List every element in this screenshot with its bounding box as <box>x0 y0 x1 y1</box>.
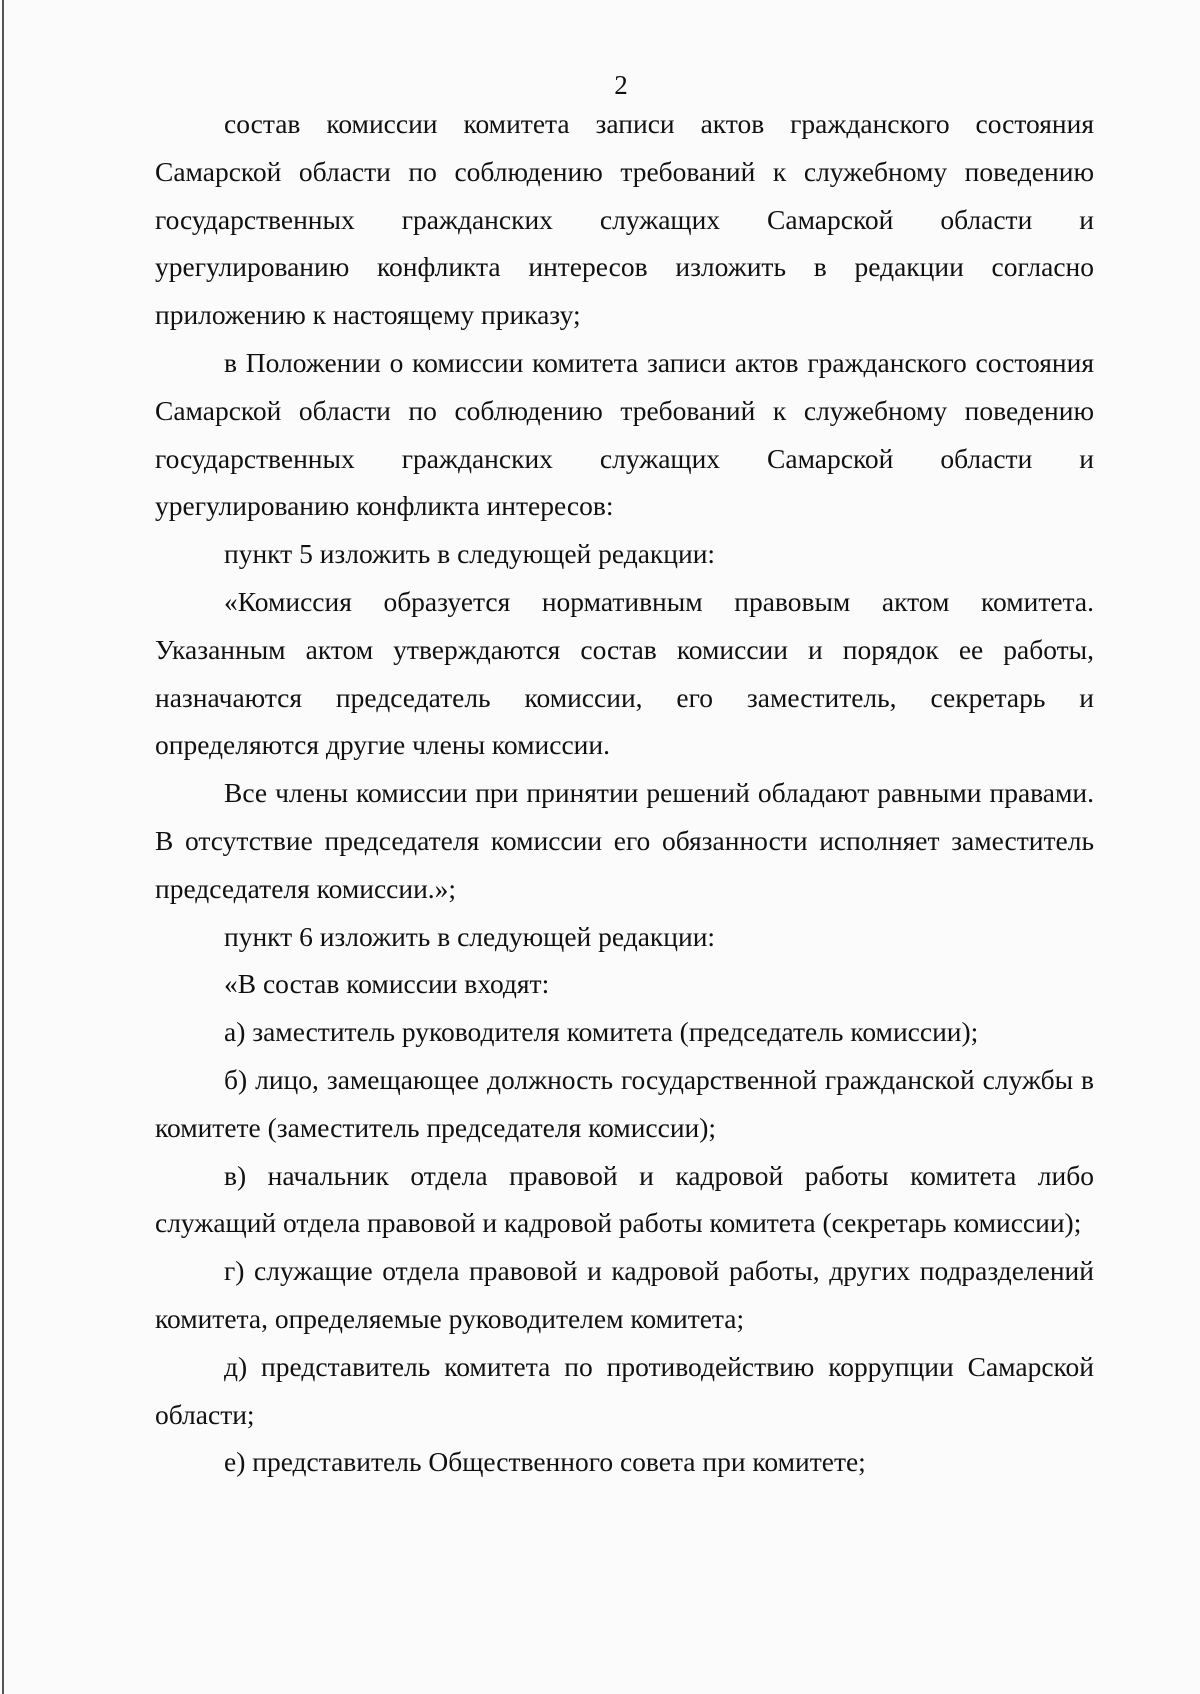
list-item-e: е) представитель Общественного совета при комитете; <box>224 1446 866 1478</box>
list-item-b: б) лицо, замещающее должность государственной гражданской службы в комитете (заместитель председателя комиссии); <box>155 1063 1094 1143</box>
paragraph-regulation-intro: в Положении о комиссии комитета записи актов гражданского состояния Самарской области по соблюдению требований к служебному поведению государственных гражданских служащих Самарской области и урегулированию конфликта интересов: <box>155 346 1094 522</box>
paragraph-members-intro: «В состав комиссии входят: <box>224 968 550 1000</box>
page-number: 2 <box>614 70 628 100</box>
paragraph-point5-header: пункт 5 изложить в следующей редакции: <box>224 538 716 570</box>
list-item-g: г) служащие отдела правовой и кадровой работы, других подразделений комитета, определяемые руководителем комитета; <box>155 1255 1094 1334</box>
list-item-v: в) начальник отдела правовой и кадровой работы комитета либо служащий отдела правовой и кадровой работы комитета (секретарь комиссии); <box>155 1159 1094 1239</box>
scan-edge-line <box>2 0 4 1694</box>
list-item-d: д) представитель комитета по противодействию коррупции Самарской области; <box>155 1350 1094 1430</box>
paragraph-point6-header: пункт 6 изложить в следующей редакции: <box>224 920 716 952</box>
paragraph-point5-text: «Комиссия образуется нормативным правовым актом комитета. Указанным актом утверждаются состав комиссии и порядок ее работы, назначаются председатель комиссии, его заместитель, секретарь и определяются другие члены комиссии. <box>155 585 1094 761</box>
paragraph-composition: состав комиссии комитета записи актов гражданского состояния Самарской области по соблюдению требований к служебному поведению государственных гражданских служащих Самарской области и урегулированию конфликта интересов изложить в редакции согласно приложению к настоящему приказу; <box>155 108 1094 331</box>
list-item-a: а) заместитель руководителя комитета (председатель комиссии); <box>224 1016 979 1048</box>
paragraph-equal-rights: Все члены комиссии при принятии решений обладают равными правами. В отсутствие председателя комиссии его обязанности исполняет заместитель председателя комиссии.»; <box>155 777 1094 904</box>
document-body <box>155 100 1094 1486</box>
